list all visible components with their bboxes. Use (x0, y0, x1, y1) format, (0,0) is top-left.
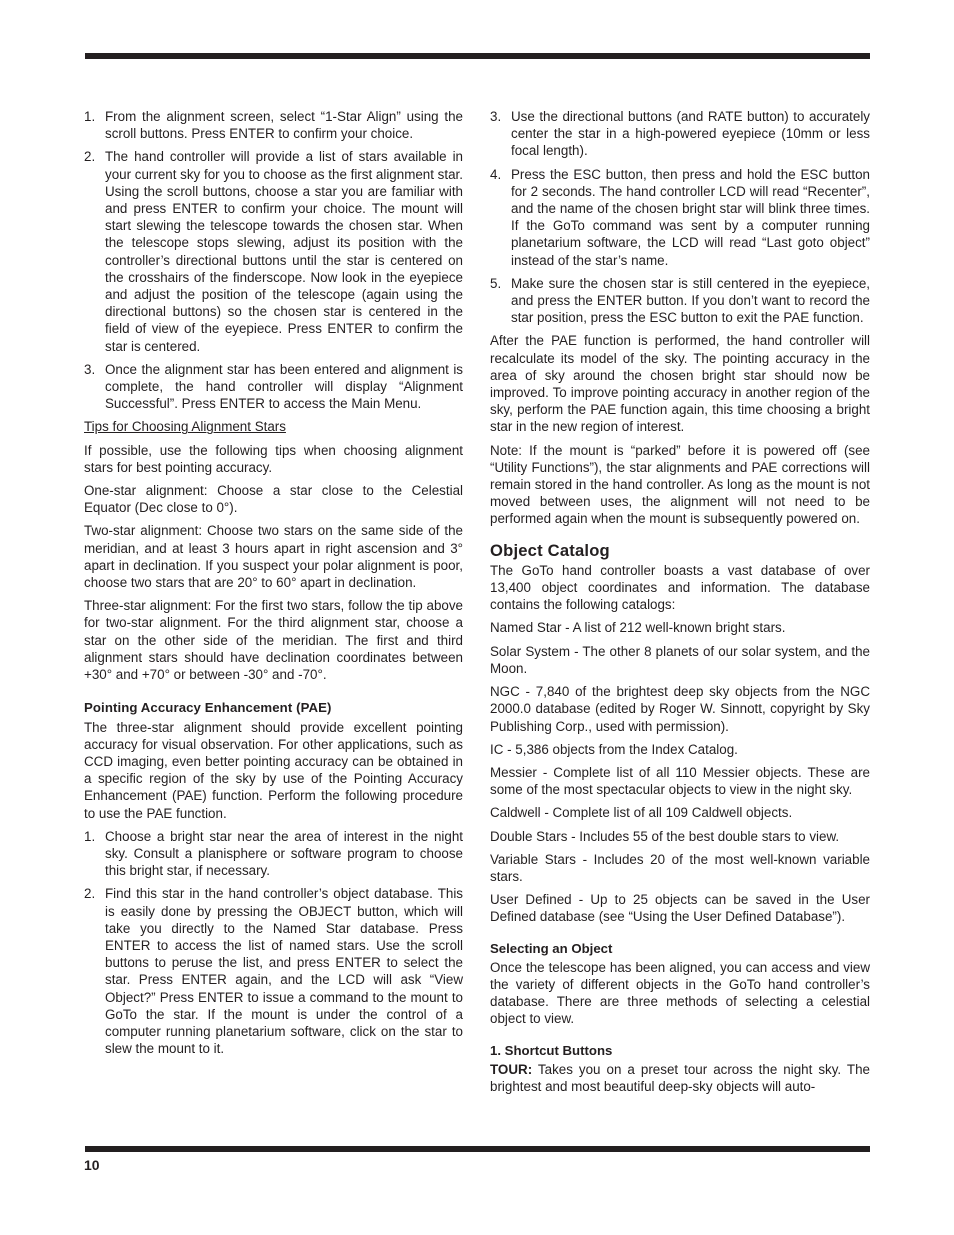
paragraph: Messier - Complete list of all 110 Messier objects. These are some of the most spectacular objects to view in the night sky. (490, 764, 870, 798)
paragraph: Double Stars - Includes 55 of the best double stars to view. (490, 828, 840, 844)
page-number: 10 (84, 1157, 100, 1173)
list-item: 2. The hand controller will provide a list of stars available in your current sky for you to choose as the first alignment star. Using the scroll buttons, choose a star you are familiar with and press ENTER to confirm your choice. The mount will start slewing the telescope towards the chosen star. When the telescope stops slewing, adjust its position with the controller’s directional buttons until the star is centered on the crosshairs of the finderscope. Now look in the eyepiece and adjust the position of the telescope (again using the directional buttons) so the chosen star is centered in the field of view of the eyepiece. Press ENTER to confirm the star is centered. (84, 149, 463, 354)
pae-steps-continued (490, 108, 870, 326)
list-item: 4. Press the ESC button, then press and hold the ESC button for 2 seconds. The hand controller LCD will read “Recenter”, and the name of the chosen bright star will blink three times. If the GoTo command was sent by a computer running planetarium software, the LCD will read “Last goto object” instead of the star’s name. (490, 166, 870, 268)
paragraph: Named Star - A list of 212 well-known bright stars. (490, 620, 786, 636)
paragraph: IC - 5,386 objects from the Index Catalog. (490, 741, 738, 757)
pae-steps (84, 828, 463, 1058)
paragraph: The GoTo hand controller boasts a vast database of over 13,400 object coordinates and information. The database contains the following catalogs: (490, 562, 870, 613)
paragraph: One-star alignment: Choose a star close to the Celestial Equator (Dec close to 0°). (84, 483, 463, 516)
alignment-steps (84, 108, 463, 412)
selecting-heading: Selecting an Object (490, 940, 613, 956)
paragraph: Variable Stars - Includes 20 of the most well-known variable stars. (490, 851, 870, 884)
list-item: 2. Find this star in the hand controller’s object database. This is easily done by pressing the OBJECT button, which will take you directly to the Named Star database. Press ENTER to access the list of named stars. Use the scroll buttons to peruse the list, and press ENTER to select the star. Press ENTER again, and the LCD will ask “View Object?” Press ENTER to issue a command to the mount to GoTo the star. If the mount is under the control of a computer running planetarium software, click on the star to slew the mount to it. (84, 886, 463, 1057)
paragraph: The three-star alignment should provide excellent pointing accuracy for visual observation. For other applications, such as CCD imaging, even better pointing accuracy can be obtained in a specific region of the sky by use of the Pointing Accuracy Enhancement (PAE) function. Perform the following procedure to use the PAE function. (84, 719, 463, 821)
tour-paragraph: TOUR: Takes you on a preset tour across the night sky. The brightest and most beautiful deep-sky objects will auto- (490, 1061, 870, 1094)
paragraph: User Defined - Up to 25 objects can be saved in the User Defined database (see “Using the User Defined Database”). (490, 892, 870, 925)
paragraph: Caldwell - Complete list of all 109 Caldwell objects. (490, 805, 793, 821)
paragraph: Two-star alignment: Choose two stars on the same side of the meridian, and at least 3 hours apart in right ascension and 3° apart in declination. If you suspect your polar alignment is poor, choose two stars that are 20° to 60° apart in declination. (84, 523, 463, 591)
paragraph: Once the telescope has been aligned, you can access and view the variety of different objects in the GoTo hand controller’s database. There are three methods of selecting a celestial object to view. (490, 959, 870, 1027)
tour-label: TOUR: (490, 1061, 533, 1077)
paragraph: Solar System - The other 8 planets of our solar system, and the Moon. (490, 643, 870, 676)
right-column (490, 108, 870, 1101)
bottom-rule (85, 1146, 870, 1152)
list-item: 1. From the alignment screen, select “1-Star Align” using the scroll buttons. Press ENTER to confirm your choice. (84, 109, 463, 142)
list-item: 1. Choose a bright star near the area of interest in the night sky. Consult a planisphere or software program to choose this bright star, if necessary. (84, 828, 463, 879)
list-item: 3. Use the directional buttons (and RATE button) to accurately center the star in a high-powered eyepiece (10mm or less focal length). (490, 109, 870, 159)
catalog-heading: Object Catalog (490, 540, 610, 560)
shortcut-heading: 1. Shortcut Buttons (490, 1042, 613, 1058)
list-item: 5. Make sure the chosen star is still centered in the eyepiece, and press the ENTER button. If you don’t want to record the star position, press the ESC button to exit the PAE function. (490, 275, 870, 326)
left-column (84, 108, 463, 1063)
tips-heading: Tips for Choosing Alignment Stars (84, 419, 286, 435)
list-item: 3. Once the alignment star has been entered and alignment is complete, the hand controller will display “Alignment Successful”. Press ENTER to access the Main Menu. (84, 361, 463, 412)
paragraph: Note: If the mount is “parked” before it is powered off (see “Utility Functions”), the star alignments and PAE corrections will remain stored in the hand controller. As long as the mount is not moved between uses, the alignment will not need to be performed again when the mount is subsequently powered on. (490, 442, 870, 527)
paragraph: If possible, use the following tips when choosing alignment stars for best pointing accuracy. (84, 442, 463, 475)
paragraph: Three-star alignment: For the first two stars, follow the tip above for two-star alignment. For the third alignment star, choose a star on the other side of the meridian. The first and third alignment stars should have declination coordinates between +30° and +70° or between -30° and -70°. (84, 598, 463, 683)
pae-heading: Pointing Accuracy Enhancement (PAE) (84, 700, 332, 716)
paragraph: After the PAE function is performed, the hand controller will recalculate its model of the sky. The pointing accuracy in the area of sky around the chosen bright star should now be improved. To improve pointing accuracy in another region of the sky, perform the PAE function again, this time choosing a bright star in the new region of interest. (490, 333, 870, 435)
top-rule (85, 53, 870, 59)
paragraph: NGC - 7,840 of the brightest deep sky objects from the NGC 2000.0 database (edited by Roger W. Sinnott, copyright by Sky Publishing Corp., used with permission). (490, 684, 870, 734)
